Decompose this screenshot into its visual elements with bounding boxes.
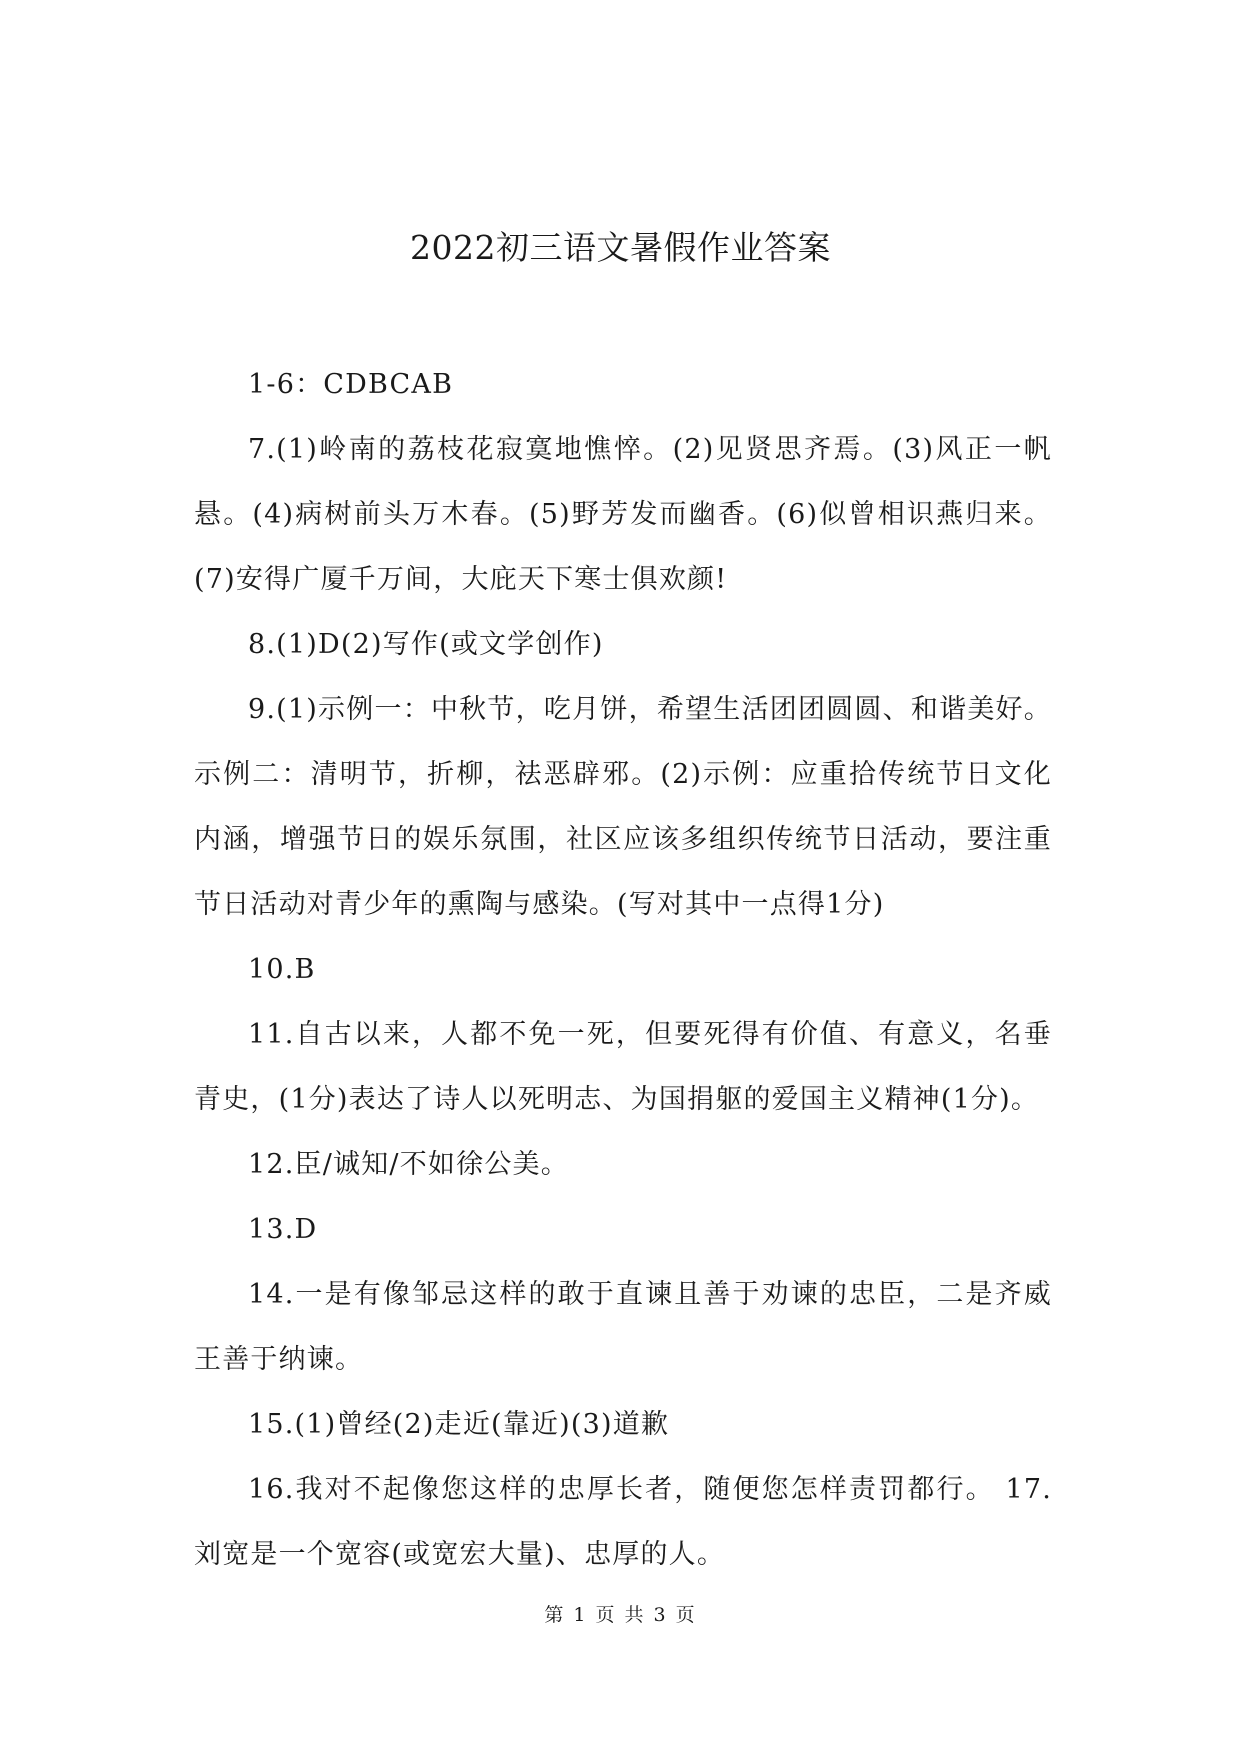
answer-paragraph: 13.D (248, 1214, 318, 1245)
answer-paragraph: 16.我对不起像您这样的忠厚长者，随便您怎样责罚都行。 17.刘宽是一个宽容(或宽宏大量)、忠厚的人。 (194, 1474, 1052, 1570)
answer-paragraph: 11.自古以来，人都不免一死，但要死得有价值、有意义，名垂青史，(1分)表达了诗人以死明志、为国捐躯的爱国主义精神(1分)。 (194, 1019, 1052, 1115)
answer-paragraph: 9.(1)示例一：中秋节，吃月饼，希望生活团团圆圆、和谐美好。示例二：清明节，折柳，祛恶辟邪。(2)示例：应重拾传统节日文化内涵，增强节日的娱乐氛围，社区应该多组织传统节日活动，要注重节日活动对青少年的熏陶与感染。(写对其中一点得1分) (194, 694, 1052, 920)
answer-paragraph: 15.(1)曾经(2)走近(靠近)(3)道歉 (248, 1409, 670, 1440)
answer-paragraph: 1-6：CDBCAB (248, 369, 454, 400)
answer-paragraph: 12.臣/诚知/不如徐公美。 (248, 1149, 569, 1180)
answer-paragraph: 10.B (248, 954, 316, 985)
document-body (194, 352, 1052, 1587)
page-title: 2022初三语文暑假作业答案 (410, 228, 831, 267)
answer-paragraph: 14.一是有像邹忌这样的敢于直谏且善于劝谏的忠臣，二是齐威王善于纳谏。 (194, 1279, 1052, 1375)
answer-paragraph: 8.(1)D(2)写作(或文学创作) (248, 629, 604, 660)
page-footer: 第 1 页 共 3 页 (544, 1604, 697, 1626)
answer-paragraph: 7.(1)岭南的荔枝花寂寞地憔悴。(2)见贤思齐焉。(3)风正一帆悬。(4)病树前头万木春。(5)野芳发而幽香。(6)似曾相识燕归来。(7)安得广厦千万间，大庇天下寒士俱欢颜! (194, 434, 1052, 595)
